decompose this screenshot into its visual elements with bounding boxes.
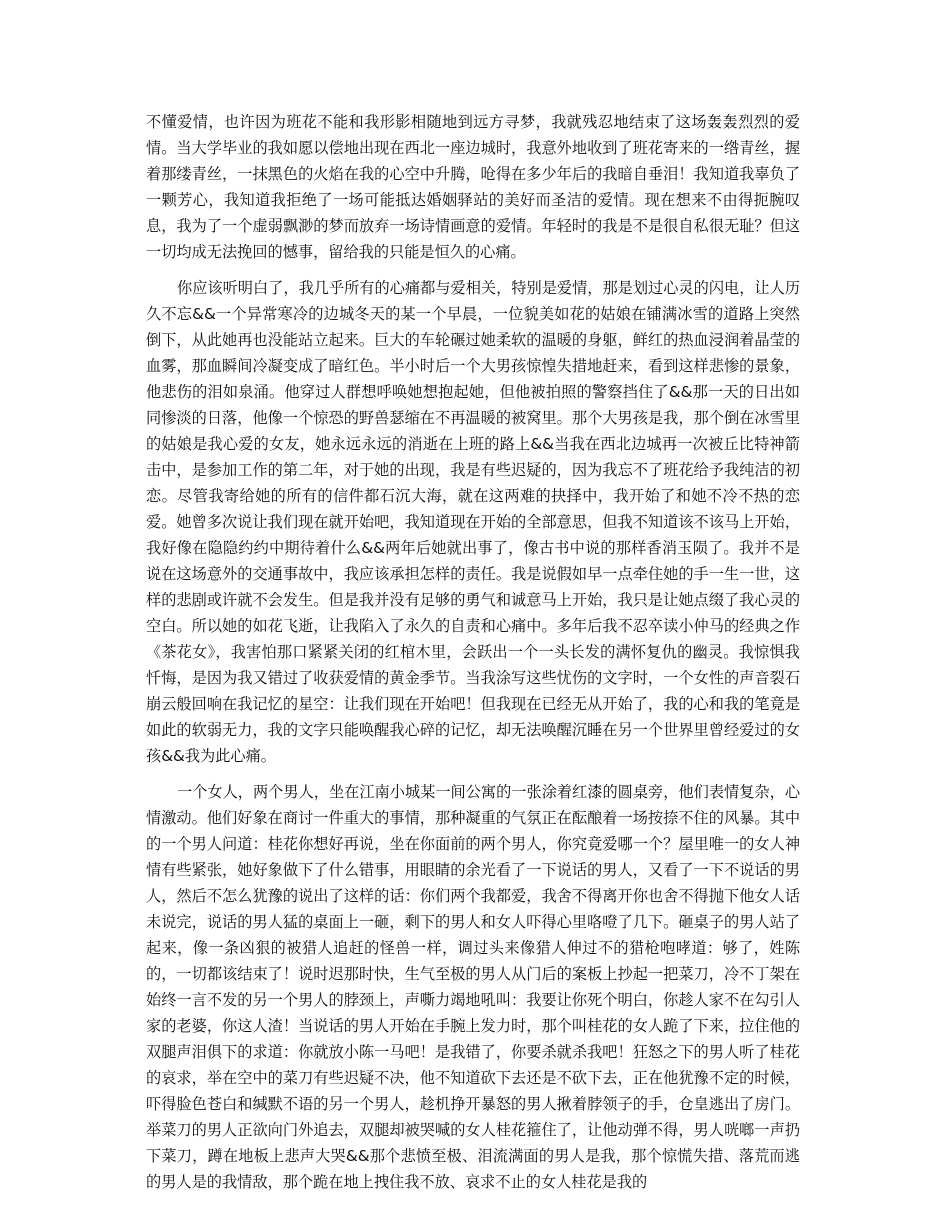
paragraph-3: 一个女人，两个男人，坐在江南小城某一间公寓的一张涂着红漆的圆桌旁，他们表情复杂，心情激动。他们好象在商讨一件重大的事情，那种凝重的气氛正在酝酿着一场按捺不住的风暴。其中的一个男人问道：桂花你想好再说，坐在你面前的两个男人，你究竟爱哪一个？屋里唯一的女人神情有些紧张，她好象做下了什么错事，用眼睛的余光看了一下说话的男人，又看了一下不说话的男人，然后不怎么犹豫的说出了这样的话：你们两个我都爱，我舍不得离开你也舍不得抛下他女人话未说完，说话的男人猛的桌面上一砸，剩下的男人和女人吓得心里咯噔了几下。砸桌子的男人站了起来，像一条凶狠的被猎人追赶的怪兽一样，调过头来像猎人伸过不的猎枪咆哮道：够了，姓陈的，一切都该结束了！说时迟那时快，生气至极的男人从门后的案板上抄起一把菜刀，冷不丁架在始终一言不发的另一个男人的脖颈上，声嘶力竭地吼叫：我要让你死个明白，你趁人家不在勾引人家的老婆，你这人渣！当说话的男人开始在手腕上发力时，那个叫桂花的女人跪了下来，拉住他的双腿声泪俱下的求道：你就放小陈一马吧！是我错了，你要杀就杀我吧！狂怒之下的男人听了桂花的哀求，举在空中的菜刀有些迟疑不决，他不知道砍下去还是不砍下去，正在他犹豫不定的时候，吓得脸色苍白和缄默不语的另一个男人，趁机挣开暴怒的男人揪着脖领子的手，仓皇逃出了房门。举菜刀的男人正欲向门外追去，双腿却被哭喊的女人桂花箍住了，让他动弹不得，男人咣啷一声扔下菜刀，蹲在地板上悲声大哭&&那个悲愤至极、泪流满面的男人是我，那个惊慌失措、落荒而逃的男人是的我情敌，那个跪在地上拽住我不放、哀求不止的女人桂花是我的 [146, 783, 800, 1191]
paragraph-1: 不懂爱情，也许因为班花不能和我形影相随地到远方寻梦，我就残忍地结束了这场轰轰烈烈的爱情。当大学毕业的我如愿以偿地出现在西北一座边城时，我意外地收到了班花寄来的一绺青丝，握着那缕青丝，一抹黑色的火焰在我的心空中升腾，呛得在多少年后的我暗自垂泪！我知道我辜负了一颗芳心，我知道我拒绝了一场可能抵达婚姻驿站的美好而圣洁的爱情。现在想来不由得扼腕叹息，我为了一个虚弱飘渺的梦而放弃一场诗情画意的爱情。年轻时的我是不是很自私很无耻？但这一切均成无法挽回的憾事，留给我的只能是恒久的心痛。 [146, 113, 800, 261]
document-page [146, 109, 800, 1205]
paragraph-2: 你应该听明白了，我几乎所有的心痛都与爱相关，特别是爱情，那是划过心灵的闪电，让人历久不忘&&一个异常寒冷的边城冬天的某一个早晨，一位貌美如花的姑娘在铺满冰雪的道路上突然倒下，从此她再也没能站立起来。巨大的车轮碾过她柔软的温暖的身躯，鲜红的热血浸润着晶莹的血雾，那血瞬间冷凝变成了暗红色。半小时后一个大男孩惊惶失措地赶来，看到这样悲惨的景象，他悲伤的泪如泉涌。他穿过人群想呼唤她想抱起她，但他被拍照的警察挡住了&&那一天的日出如同惨淡的日落，他像一个惊恐的野兽瑟缩在不再温暖的被窝里。那个大男孩是我，那个倒在冰雪里的姑娘是我心爱的女友，她永远永远的消逝在上班的路上&&当我在西北边城再一次被丘比特神箭击中，是参加工作的第二年，对于她的出现，我是有些迟疑的，因为我忘不了班花给予我纯洁的初恋。尽管我寄给她的所有的信件都石沉大海，就在这两难的抉择中，我开始了和她不冷不热的恋爱。她曾多次说让我们现在就开始吧，我知道现在开始的全部意思，但我不知道该不该马上开始，我好像在隐隐约约中期待着什么&&两年后她就出事了，像古书中说的那样香消玉陨了。我并不是说在这场意外的交通事故中，我应该承担怎样的责任。我是说假如早一点牵住她的手一生一世，这样的悲剧或许就不会发生。但是我并没有足够的勇气和诚意马上开始，我只是让她点缀了我心灵的空白。所以她的如花飞逝，让我陷入了永久的自责和心痛中。多年后我不忍卒读小仲马的经典之作《茶花女》，我害怕那口紧紧关闭的红棺木里，会跃出一个一头长发的满怀复仇的幽灵。我惊惧我忏悔，是因为我又错过了收获爱情的黄金季节。当我涂写这些忧伤的文字时，一个女性的声音裂石崩云般回响在我记忆的星空：让我们现在开始吧！但我现在已经无从开始了，我的心和我的笔竟是如此的软弱无力，我的文字只能唤醒我心碎的记忆，却无法唤醒沉睡在另一个世界里曾经爱过的女孩&&我为此心痛。 [146, 279, 800, 765]
